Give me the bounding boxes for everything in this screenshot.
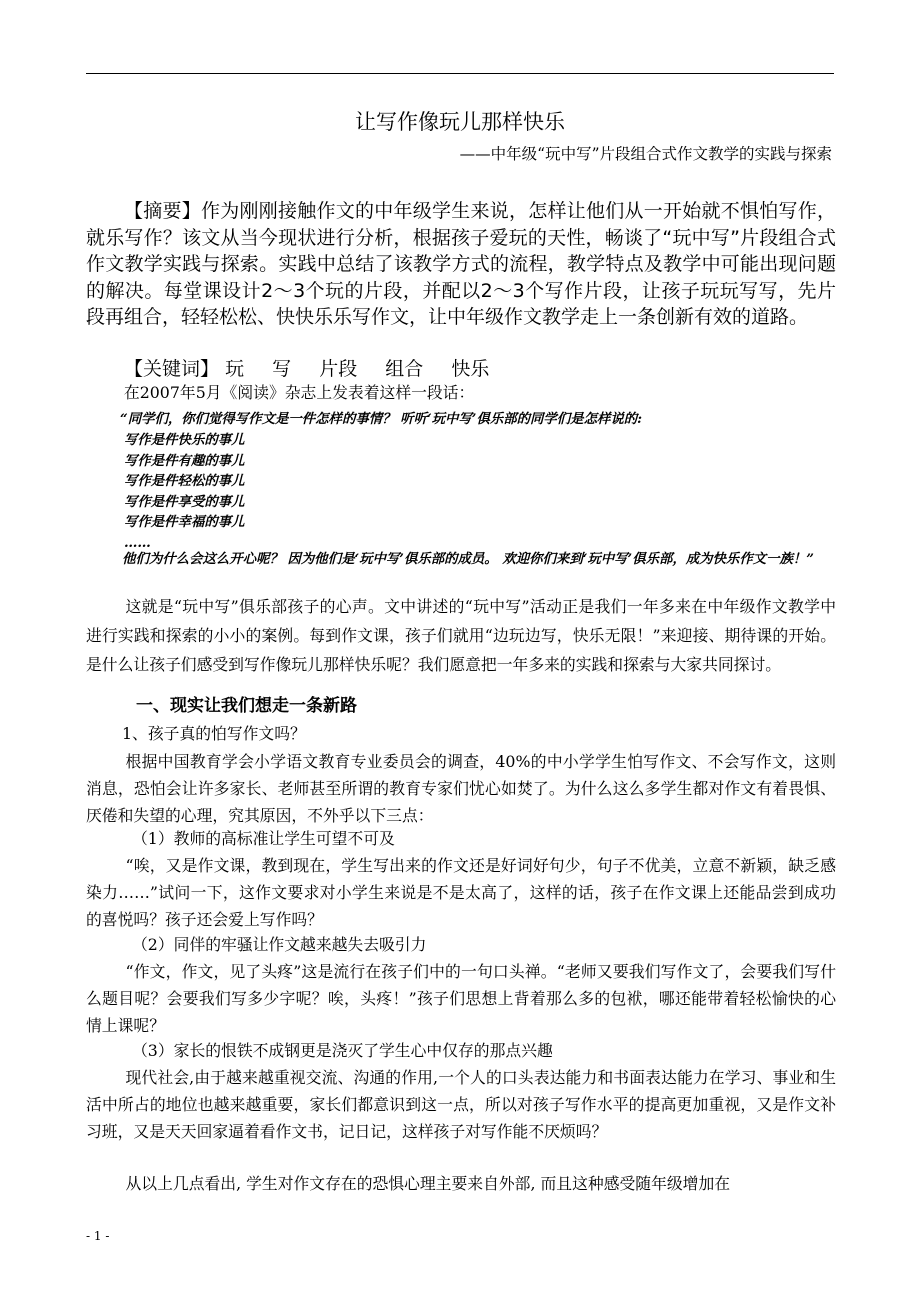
quote-line: 写作是件享受的事儿 (124, 493, 245, 510)
subheading-reason-2: （2）同伴的牢骚让作文越来越失去吸引力 (132, 935, 427, 954)
document-title: 让写作像玩儿那样快乐 (355, 110, 565, 134)
quote-lines (124, 430, 834, 553)
keyword: 片段 (319, 358, 358, 380)
keyword: 组合 (385, 358, 424, 380)
quote-line: 写作是件快乐的事儿 (124, 432, 245, 448)
subheading-reason-1: （1）教师的高标准让学生可望不可及 (132, 829, 395, 848)
quote-line: …… (124, 534, 151, 551)
paragraph-4: “作文，作文，见了头疼”这是流行在孩子们中的一句口头禅。“老师又要我们写作文了，会要我们写什么题目呢？会要我们写多少字呢？唉，头疼！”孩子们思想上背着那么多的包袱，哪还能带着轻松愉快的心情上课呢？ (86, 962, 836, 1035)
section-heading-1: 一、现实让我们想走一条新路 (136, 696, 357, 716)
quote-opening: “同学们，你们觉得写作文是一件怎样的事情？ 听听‘玩中写’俱乐部的同学们是怎样说的: (120, 411, 643, 427)
keywords-line (124, 356, 511, 382)
paragraph-6: 从以上几点看出, 学生对作文存在的恐惧心理主要来自外部, 而且这种感受随年级增加在 (125, 1174, 731, 1193)
keywords-label: 【关键词】 (124, 358, 220, 380)
keyword: 写 (272, 358, 292, 380)
header-rule (86, 73, 834, 74)
page-number: - 1 - (86, 1229, 110, 1243)
paragraph-5: 现代社会,由于越来越重视交流、沟通的作用,一个人的口头表达能力和书面表达能力在学习、事业和生活中所占的地位也越来越重要，家长们都意识到这一点，所以对孩子写作水平的提高更加重视，又是作文补习班，又是天天回家逼着看作文书，记日记，这样孩子对写作能不厌烦吗？ (86, 1068, 836, 1141)
document-subtitle: ——中年级“玩中写”片段组合式作文教学的实践与探索 (459, 145, 832, 163)
quote-line: 写作是件有趣的事儿 (124, 452, 245, 469)
keyword: 快乐 (451, 358, 490, 380)
subheading-1: 1、孩子真的怕写作文吗？ (122, 724, 306, 743)
quote-line: 写作是件轻松的事儿 (124, 473, 245, 489)
paragraph-1: 这就是“玩中写”俱乐部孩子的心声。文中讲述的“玩中写”活动正是我们一年多来在中年级作文教学中进行实践和探索的小小的案例。每到作文课，孩子们就用“边玩边写，快乐无限！”来迎接、期待课的开始。是什么让孩子们感受到写作像玩儿那样快乐呢？我们愿意把一年多来的实践和探索与大家共同探讨。 (86, 597, 836, 674)
subheading-reason-3: （3）家长的恨铁不成钢更是浇灭了学生心中仅存的那点兴趣 (132, 1041, 553, 1060)
quote-closing: 他们为什么会这么开心呢？ 因为他们是‘玩中写’俱乐部的成员。 欢迎你们来到‘玩中写’俱乐部，成为快乐作文一族！” (122, 551, 814, 567)
paragraph-3: “唉，又是作文课，教到现在，学生写出来的作文还是好词好句少，句子不优美，立意不新颖，缺乏感染力……”试问一下，这作文要求对小学生来说是不是太高了，这样的话，孩子在作文课上还能品尝到成功的喜悦吗？孩子还会爱上写作吗？ (86, 856, 836, 929)
paragraph-2: 根据中国教育学会小学语文教育专业委员会的调查，40%的中小学学生怕写作文、不会写作文，这则消息，恐怕会让许多家长、老师甚至所谓的教育专家们忧心如焚了。为什么这么多学生都对作文有着畏惧、厌倦和失望的心理，究其原因，不外乎以下三点： (86, 752, 836, 825)
abstract-paragraph: 【摘要】作为刚刚接触作文的中年级学生来说，怎样让他们从一开始就不惧怕写作，就乐写作？该文从当今现状进行分析，根据孩子爱玩的天性，畅谈了“玩中写”片段组合式作文教学实践与探索。实践中总结了该教学方式的流程，教学特点及教学中可能出现问题的解决。每堂课设计2～3个玩的片段，并配以2～3个写作片段，让孩子玩玩写写，先片段再组合，轻轻松松、快快乐乐写作文，让中年级作文教学走上一条创新有效的道路。 (86, 200, 836, 328)
keyword: 玩 (225, 358, 245, 380)
intro-line: 在2007年5月《阅读》杂志上发表着这样一段话： (123, 383, 475, 402)
quote-line: 写作是件幸福的事儿 (124, 514, 245, 530)
